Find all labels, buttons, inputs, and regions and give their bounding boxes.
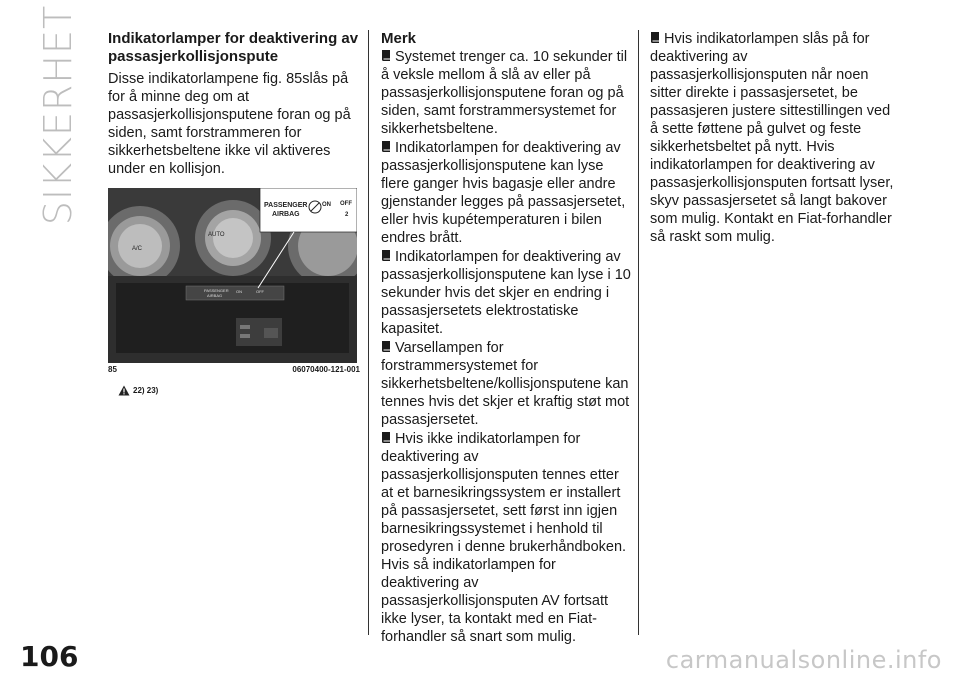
panel-on-label: ON — [236, 289, 242, 294]
watermark: carmanualsonline.info — [665, 646, 942, 674]
callout-airbag-label: AIRBAG — [272, 211, 300, 218]
section-title-vertical — [28, 4, 88, 226]
figure-85-photo — [108, 188, 357, 363]
warning-refs-text: 22) 23) — [133, 385, 159, 395]
figure-number: 85 — [108, 365, 117, 374]
warning-references — [118, 385, 360, 396]
column-divider — [368, 30, 369, 635]
panel-off-label: OFF — [256, 289, 264, 294]
note-text: Indikatorlampen for deaktivering av passasjerkollisjonsputene kan lyse i 10 sekunder hvis det skjer en endring i passasjersetets elektrostatiske kapasitet. — [381, 249, 631, 337]
intro-paragraph: Disse indikatorlampene fig. 85slås på for å minne deg om at passasjerkollisjonsputene foran og på siden, samt forstrammeren for sikkerhetsbeltene ikke vil aktiveres under en kollisjon. — [108, 71, 351, 177]
note-heading: Merk — [381, 30, 417, 47]
note-text: Hvis ikke indikatorlampen for deaktivering av passasjerkollisjonsputen tennes etter at et barnesikringssystem er installert på passasjersetet, sett først inn igjen barnesikringssystemet i henhold til prosedyren i denne brukerhåndboken. Hvis så indikatorlampen for deaktivering av passasjerkollisjonsputen AV fortsatt ikke lyser, ta kontakt med en Fiat-forhandler så snart som mulig. — [381, 431, 627, 645]
callout-passenger-label: PASSENGER — [264, 202, 308, 209]
section-title-text: SIKKERHET — [36, 4, 80, 226]
column-1 — [108, 30, 360, 396]
callout-off-label: OFF — [340, 201, 352, 207]
note-text: Hvis indikatorlampen slås på for deaktivering av passasjerkollisjonsputen når noen sitter direkte i passasjersetet, be passasjeren justere sittestillingen ved å sette føttene på gulvet og feste sikkerhetsbeltet på nytt. Hvis indikatorlampen for deaktivering av passasjerkollisjonsputen fortsatt lyser, skyv passasjersetet så langt bakover som mulig. Kontakt en Fiat-forhandler så raskt som mulig. — [650, 31, 894, 245]
page-number: 106 — [20, 640, 79, 673]
panel-airbag-label: AIRBAG — [207, 293, 223, 298]
note-paragraph — [381, 430, 633, 646]
note-text: Varsellampen for forstrammersystemet for sikkerhetsbeltene/kollisjonsputene kan tennes hvis det skjer et kraftig støt mot passasjersetet. — [381, 340, 630, 428]
book-icon — [381, 431, 392, 444]
column-2 — [381, 30, 633, 647]
note-paragraph — [650, 30, 902, 246]
note-paragraph — [381, 139, 633, 247]
panel-passenger-label: PASSENGER — [204, 288, 229, 293]
dashboard-illustration — [108, 188, 357, 363]
note-text: Systemet trenger ca. 10 sekunder til å veksle mellom å slå av eller på passasjerkollisjonsputene foran og på siden, samt forstrammersystemet for sikkerhetsbeltene. — [381, 49, 628, 137]
note-text: Indikatorlampen for deaktivering av passasjerkollisjonsputene kan lyse flere ganger hvis bagasje eller andre gjenstander legges på passasjersetet, eller hvis kupétemperaturen i bilen endres brått. — [381, 140, 626, 246]
book-icon — [381, 140, 392, 153]
figure-code: 06070400-121-001 — [292, 365, 360, 374]
note-paragraph — [381, 248, 633, 338]
section-heading: Indikatorlamper for deaktivering av passasjerkollisjonspute — [108, 30, 359, 65]
warning-triangle-icon — [118, 385, 130, 396]
book-icon — [381, 340, 392, 353]
callout-count: 2 — [345, 212, 349, 218]
book-icon — [381, 49, 392, 62]
callout-on-label: ON — [322, 202, 331, 208]
book-icon — [650, 31, 661, 44]
note-paragraph — [381, 339, 633, 429]
column-3 — [650, 30, 902, 247]
note-paragraph — [381, 48, 633, 138]
figure-caption — [108, 365, 360, 375]
dial-ac-label: A/C — [132, 246, 143, 252]
dial-auto-label: AUTO — [208, 232, 225, 238]
column-divider — [638, 30, 639, 635]
book-icon — [381, 249, 392, 262]
